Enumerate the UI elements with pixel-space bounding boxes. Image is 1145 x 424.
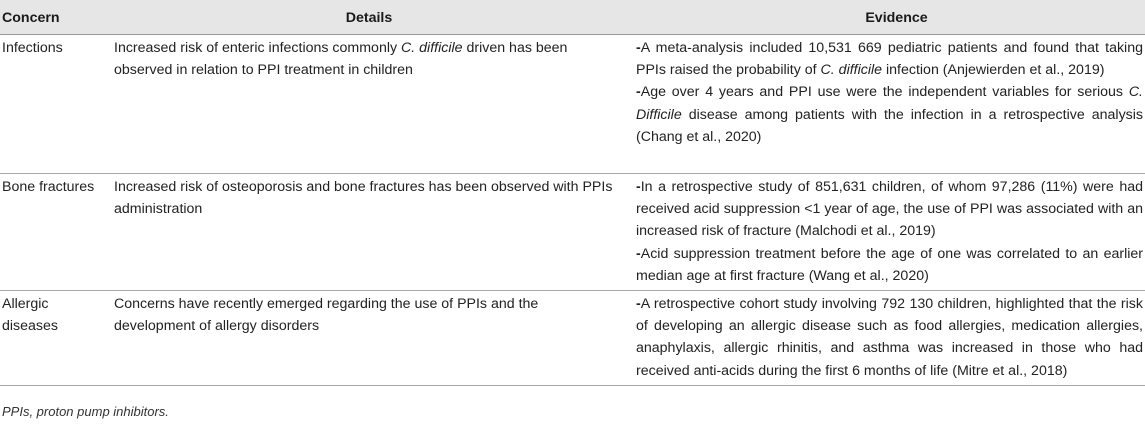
evidence-item	[636, 37, 1143, 81]
header-concern: Concern	[0, 0, 110, 35]
evidence-item	[636, 243, 1143, 287]
details-cell	[110, 291, 630, 386]
table-header	[0, 0, 1145, 35]
table-row	[0, 174, 1145, 291]
details-cell	[110, 174, 630, 291]
bullet-dash: -	[636, 84, 641, 101]
table-row	[0, 35, 1145, 174]
bullet-dash: -	[636, 296, 641, 312]
header-details: Details	[110, 0, 630, 35]
table-footnote: PPIs, proton pump inhibitors.	[2, 404, 169, 419]
table-body	[0, 35, 1145, 386]
evidence-cell	[630, 35, 1145, 174]
evidence-item	[636, 176, 1143, 243]
evidence-cell	[630, 174, 1145, 291]
text-run: A meta-analysis included 10,531 669 pediatric patients and found that taking PPIs raised the probability of	[636, 40, 1143, 79]
header-row	[0, 0, 1145, 35]
details-cell	[110, 35, 630, 174]
text-run: disease among patients with the infection in a retrospective analysis (Chang et al., 2020)	[636, 106, 1143, 145]
italic-text: C. difficile	[820, 62, 883, 79]
evidence-item	[636, 81, 1143, 148]
bullet-dash: -	[636, 245, 641, 262]
text-run: Increased risk of enteric infections commonly	[114, 40, 402, 56]
text-run: Increased risk of osteoporosis and bone fractures has been observed with PPIs administration	[114, 179, 613, 218]
text-run: Acid suppression treatment before the age of one was correlated to an earlier median age at first fracture (Wang et al., 2020)	[636, 245, 1143, 284]
text-run: A retrospective cohort study involving 792 130 children, highlighted that the risk of developing an allergic disease such as food allergies, medication allergies, anaphylaxis, allergic rhinitis, and asthma was increased in those who had received anti-acids during the first 6 months of life (Mitre et al., 2018)	[636, 296, 1143, 379]
text-run: Concerns have recently emerged regarding the use of PPIs and the development of allergy disorders	[114, 296, 539, 335]
text-run: In a retrospective study of 851,631 children, of whom 97,286 (11%) were had received acid suppression <1 year of age, the use of PPI was associated with an increased risk of fracture (Malchodi et al., 2019)	[636, 179, 1143, 240]
table-row	[0, 291, 1145, 386]
evidence-item	[636, 293, 1143, 382]
concern-cell: Infections	[0, 35, 110, 174]
header-evidence: Evidence	[630, 0, 1145, 35]
italic-text: C. difficile	[401, 40, 463, 56]
bullet-dash: -	[636, 179, 641, 195]
text-run: driven has been observed in relation to PPI treatment in children	[114, 40, 568, 79]
concern-cell: Bone fractures	[0, 174, 110, 291]
concern-cell: Allergic diseases	[0, 291, 110, 386]
text-run: Age over 4 years and PPI use were the independent variables for serious	[640, 84, 1129, 101]
evidence-cell	[630, 291, 1145, 386]
bullet-dash: -	[636, 40, 641, 56]
italic-text: C. Difficile	[636, 84, 1143, 123]
text-run: infection (Anjewierden et al., 2019)	[882, 62, 1105, 79]
